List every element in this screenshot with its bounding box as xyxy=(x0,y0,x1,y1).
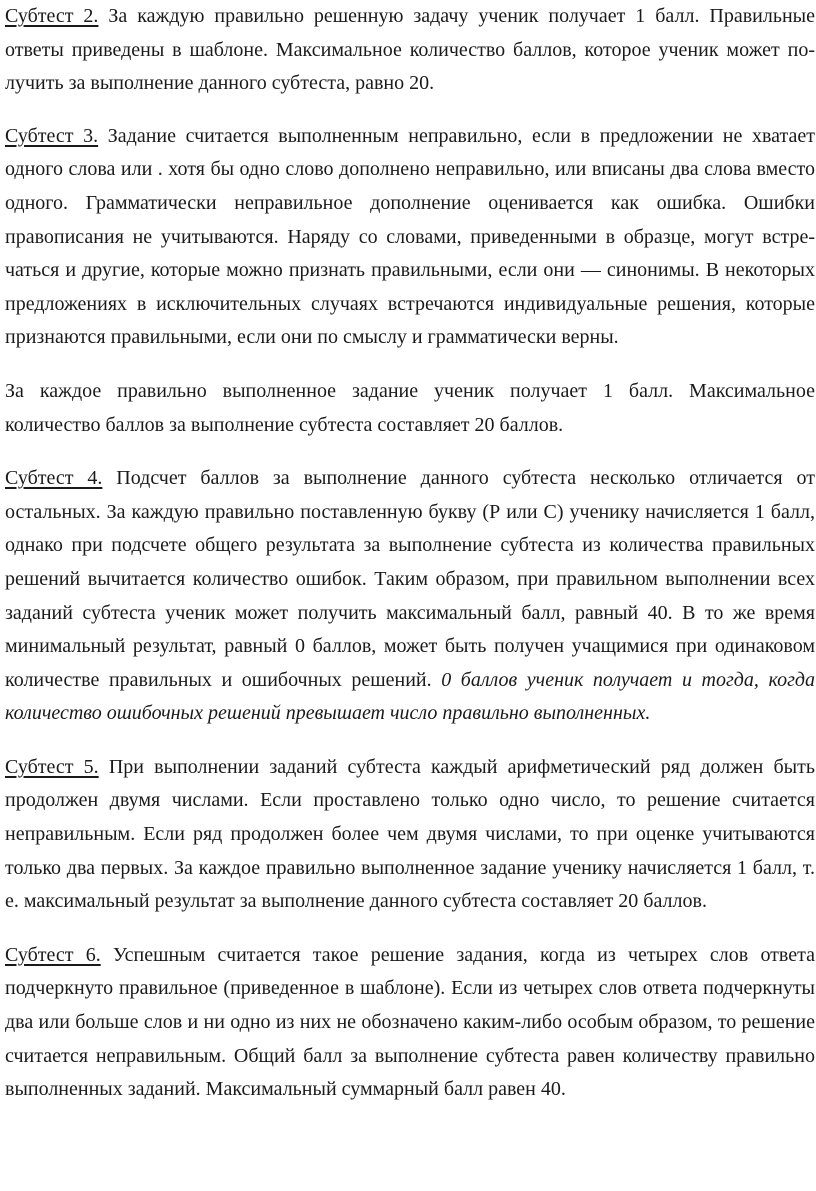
subtest-3-text: Задание считается выполненным неправильно, если в предложении не хватает одного слова или . хотя бы одно слово дополнено неправильно, или вписаны два слова вместо одного. Грамматически неправильное дополнение оценивается как ошибка. Ошибки правописания не учитываются. Наряду со словами, приведенными в образце, могут встречаться и другие, которые можно признать правильными, если они — синонимы. В некоторых предложениях в исключительных случаях встречаются индивидуальные решения, которые признаются правильными, если они по смыслу и грамматически верны. xyxy=(5,124,815,349)
paragraph-subtest-3 xyxy=(5,120,815,355)
paragraph-subtest-4 xyxy=(5,462,815,731)
paragraph-subtest-6 xyxy=(5,939,815,1107)
subtest-6-heading: Субтест 6. xyxy=(5,943,101,966)
subtest-6-text: Успешным считается такое решение задания, когда из четырех слов ответа подчеркнуто правильное (приведенное в шаблоне). Если из четырех слов ответа подчеркнуты два или больше слов и ни одно из них не обозначено каким-либо особым образом, то решение считается неправильным. Общий балл за выполнение субтеста равен количеству правильно выполненных заданий. Максимальный суммарный балл равен 40. xyxy=(5,943,815,1101)
subtest-4-text: Подсчет баллов за выполнение данного субтеста несколько отличается от остальных. За каждую правильно поставленную букву (Р или С) ученику начисляется 1 балл, однако при подсчете общего результата за выполнение субтеста из количества правильных решений вычитается количество ошибок. Таким образом, при правильном выполнении всех заданий субтеста ученик может получить максимальный балл, равный 40. В то же время минимальный результат, равный 0 баллов, может быть получен учащимися при одинаковом количестве правильных и ошибочных решений. xyxy=(5,467,815,691)
subtest-5-heading: Субтест 5. xyxy=(5,755,99,778)
subtest-4-heading: Субтест 4. xyxy=(5,467,103,490)
paragraph-subtest-3-scoring xyxy=(5,375,815,442)
subtest-2-heading: Субтест 2. xyxy=(5,5,99,27)
subtest-4-emphasis: 0 баллов ученик получает и тогда, когда количество ошибочных решений превышает число правильно выполненных. xyxy=(5,668,815,725)
subtest-3-scoring-text: За каждое правильно выполненное задание ученик получает 1 балл. Максимальное количество баллов за выполнение субтеста составляет 20 баллов. xyxy=(5,379,815,436)
paragraph-subtest-5 xyxy=(5,751,815,919)
subtest-2-text: За каждую правильно решенную задачу ученик получает 1 балл. Правильные ответы приведены в шаблоне. Максимальное количество баллов, которое ученик может получить за выполнение данного субтеста, равно 20. xyxy=(5,5,815,95)
subtest-3-heading: Субтест 3. xyxy=(5,124,99,147)
subtest-5-text: При выполнении заданий субтеста каждый арифметический ряд должен быть продолжен двумя числами. Если проставлено только одно число, то решение считается неправильным. Если ряд продолжен более чем двумя числами, то при оценке учитываются только два первых. За каждое правильно выполненное задание ученику начисляется 1 балл, т. е. максимальный результат за выполнение данного субтеста составляет 20 баллов. xyxy=(5,755,815,913)
paragraph-subtest-2 xyxy=(5,0,815,101)
